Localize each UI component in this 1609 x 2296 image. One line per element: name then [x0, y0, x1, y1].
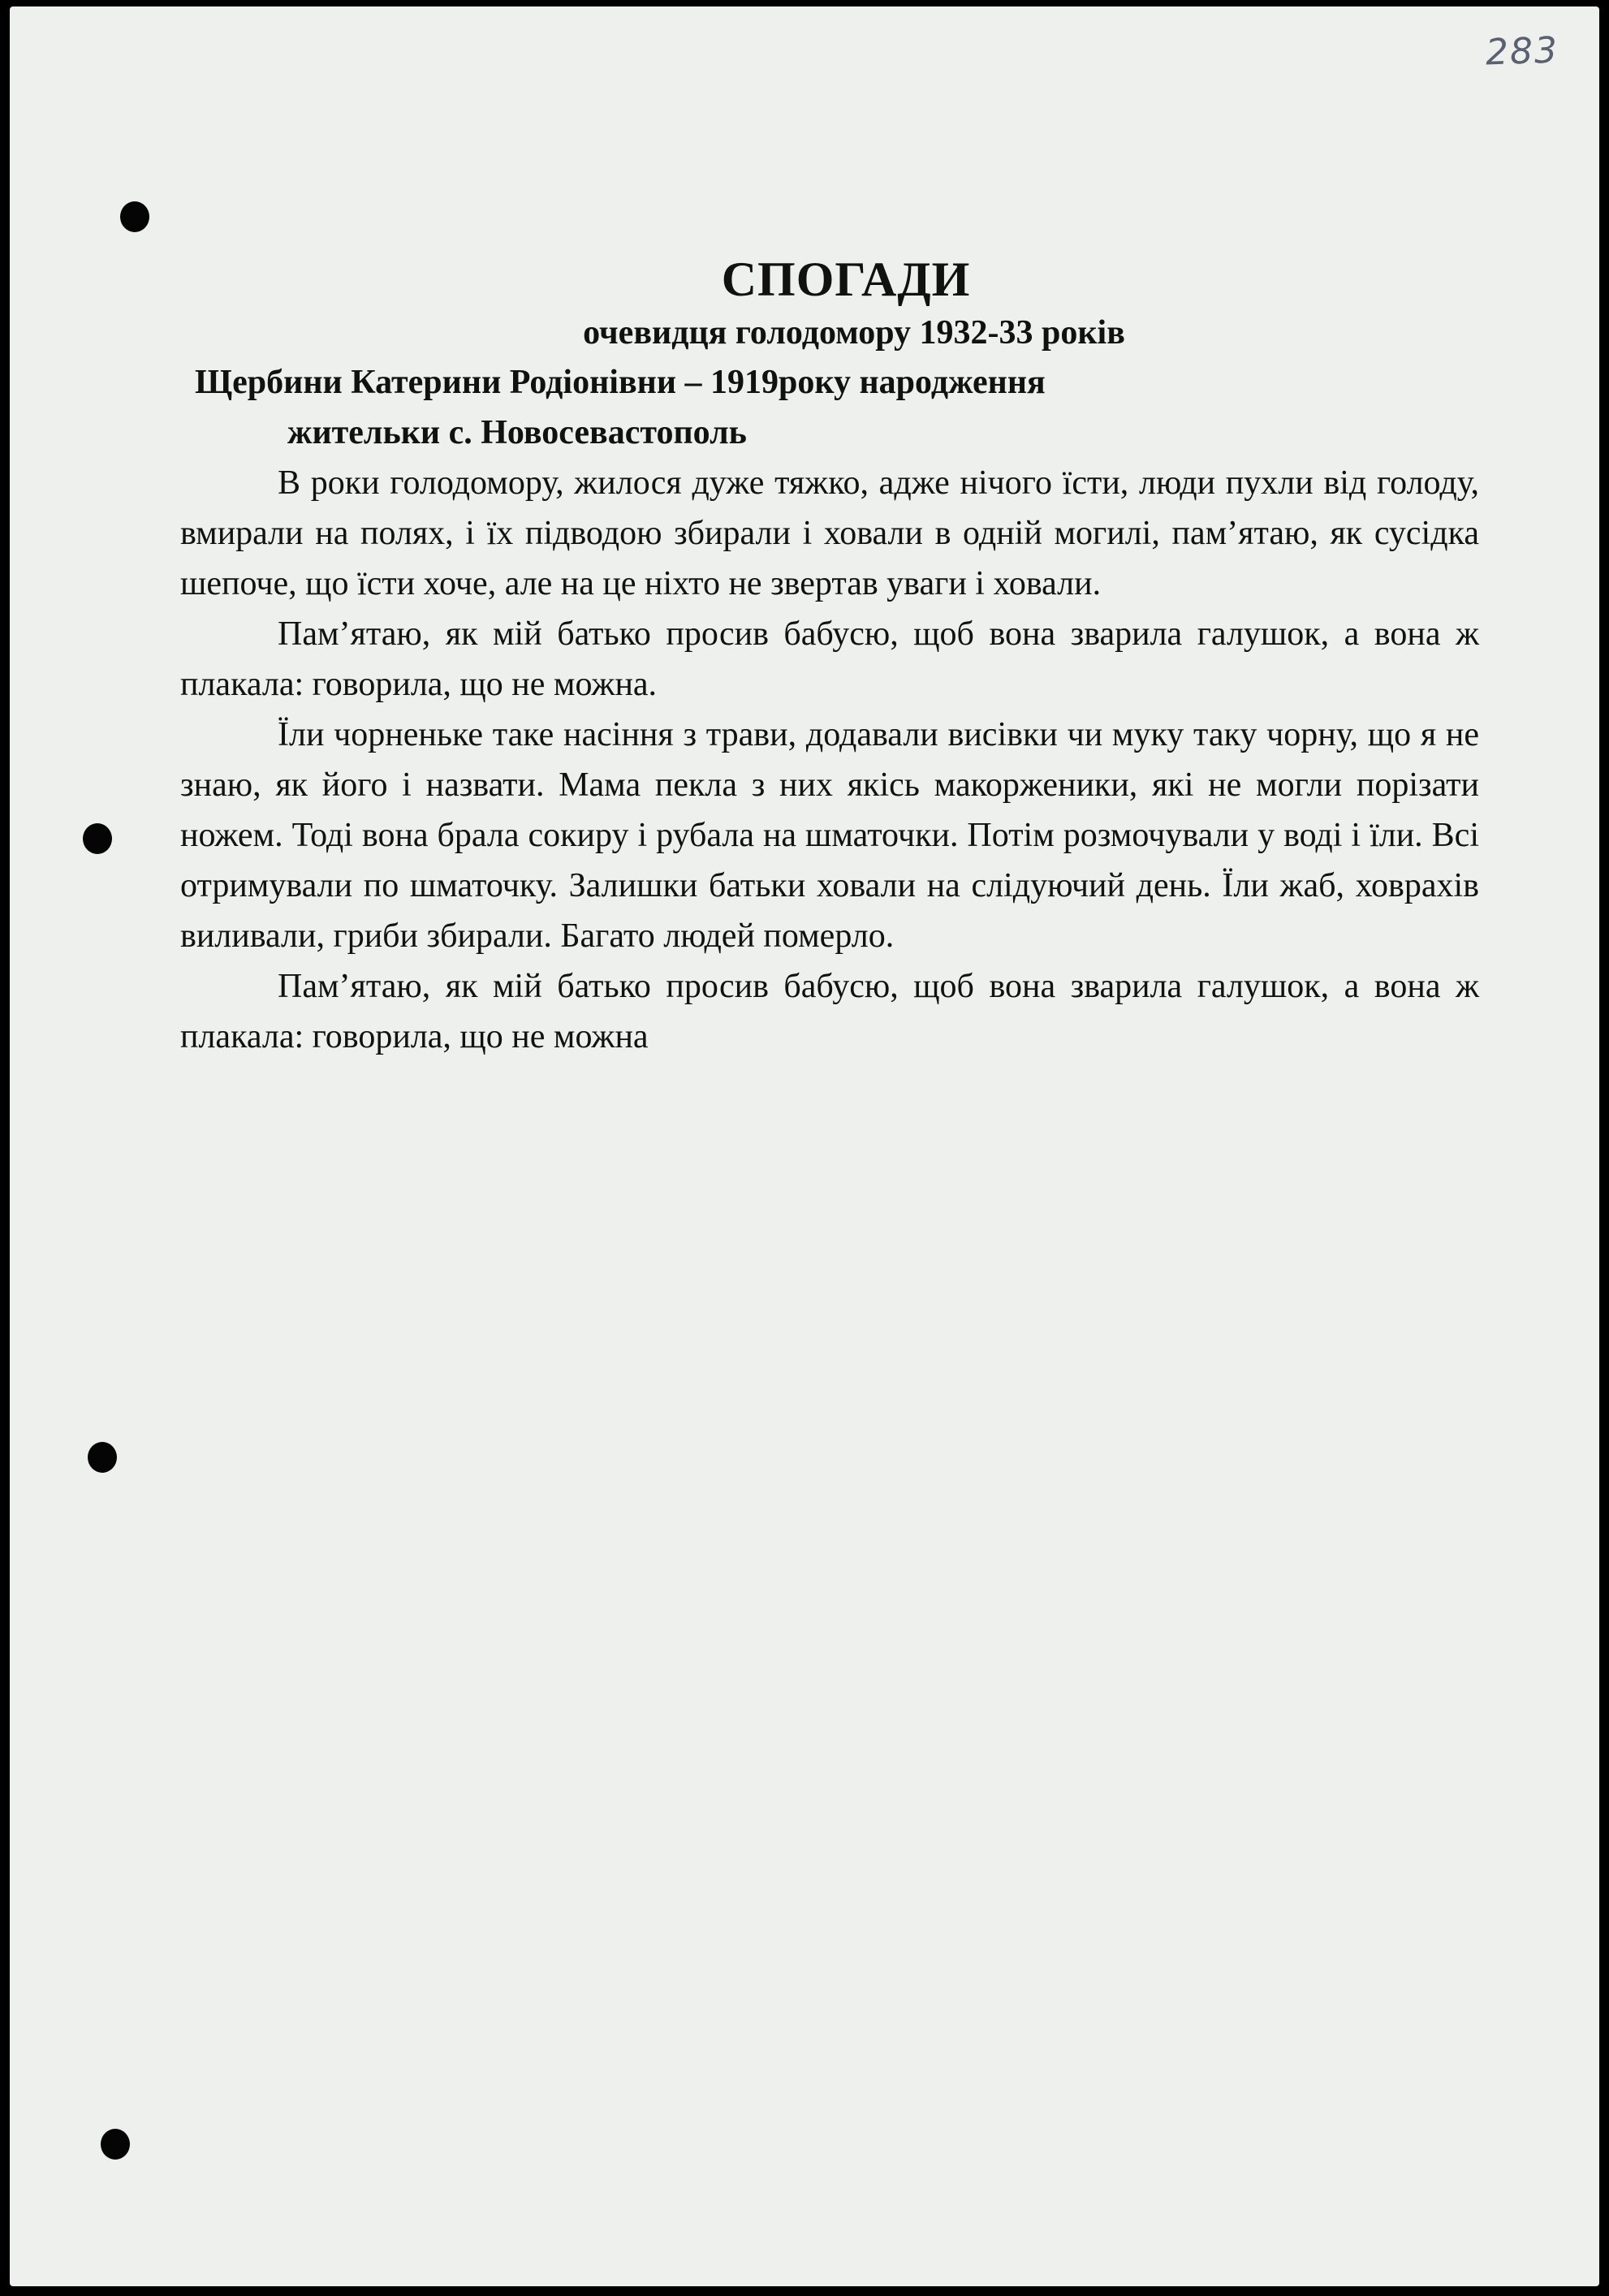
document-body — [180, 250, 1479, 1062]
punch-hole — [120, 201, 149, 232]
punch-hole — [101, 2129, 130, 2160]
punch-hole — [88, 1442, 117, 1473]
memoir-paragraph: Пам’ятаю, як мій батько просив бабусю, щоб вона зварила галушок, а вона ж плакала: говорила, що не можна — [180, 968, 1479, 1055]
document-title: СПОГАДИ — [721, 252, 971, 306]
punch-hole — [83, 823, 112, 854]
memoir-paragraph: Їли чорненьке таке насіння з трави, додавали висівки чи муку таку чорну, що я не знаю, як його і назвати. Мама пекла з них якісь макорженики, які не могли порізати ножем. Тоді вона брала сокиру і рубала на шматочки. Потім розмочували у воді і їли. Всі отримували по шматочку. Залишки батьки ховали на слідуючий день. Їли жаб, ховрахів виливали, гриби збирали. Багато людей померло. — [180, 716, 1479, 955]
document-subtitle: очевидця голодомору 1932-33 років — [583, 314, 1125, 352]
memoir-paragraph: Пам’ятаю, як мій батько просив бабусю, щоб вона зварила галушок, а вона ж плакала: говорила, що не можна. — [180, 615, 1479, 703]
witness-name: Щербини Катерини Родіонівни – 1919року народження — [195, 364, 1046, 401]
memoir-paragraph: В роки голодомору, жилося дуже тяжко, адже нічого їсти, люди пухли від голоду, вмирали на полях, і їх підводою збирали і ховали в одній могилі, пам’ятаю, як сусідка шепоче, що їсти хоче, але на це ніхто не звертав уваги і ховали. — [180, 464, 1479, 602]
witness-residence: жительки с. Новосевастополь — [287, 414, 747, 451]
archive-page-number: 283 — [1485, 29, 1559, 74]
document-page — [10, 6, 1599, 2286]
